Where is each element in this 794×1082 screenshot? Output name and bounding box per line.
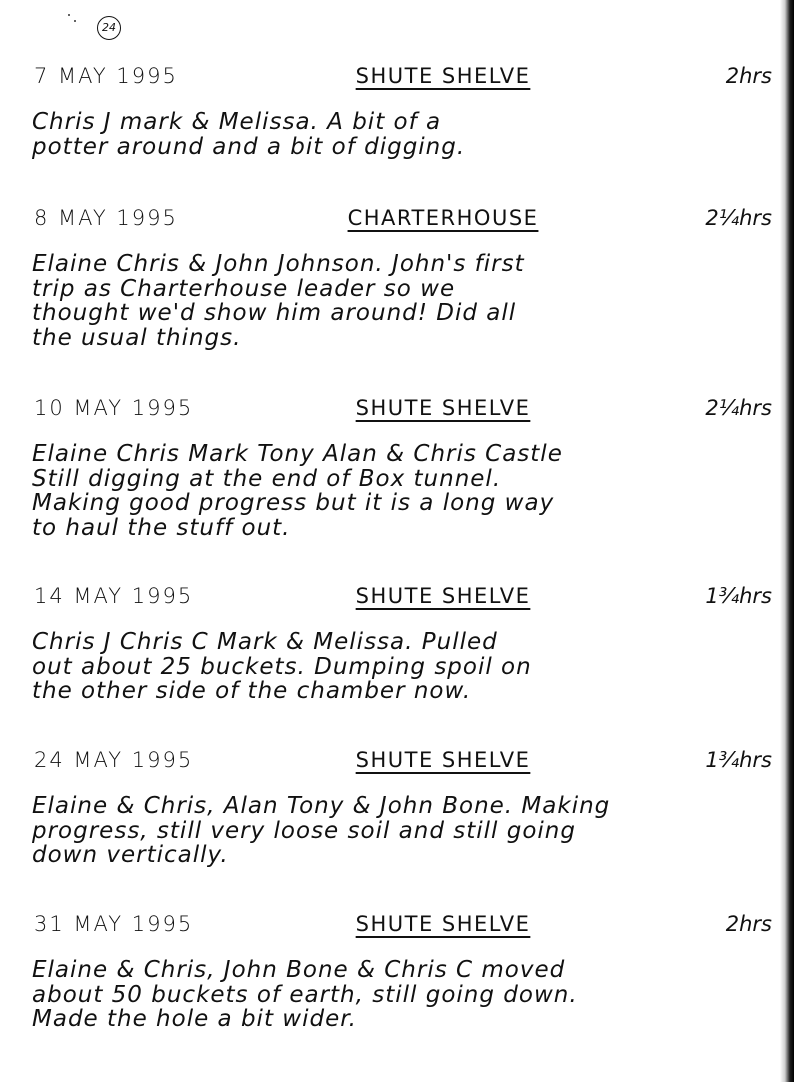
page-number: 24 xyxy=(97,16,121,40)
entry-date: 14 MAY 1995 xyxy=(34,584,194,608)
note-line: Chris J Chris C Mark & Melissa. Pulled xyxy=(32,629,498,655)
note-line: trip as Charterhouse leader so we xyxy=(32,275,456,302)
entry-header xyxy=(28,64,778,98)
entry-date: 10 MAY 1995 xyxy=(34,396,194,420)
note-line: out about 25 buckets. Dumping spoil on xyxy=(32,653,532,680)
scan-edge-shadow xyxy=(780,0,794,1082)
entry-notes xyxy=(28,794,772,868)
entry-location: SHUTE SHELVE xyxy=(355,64,531,88)
scan-speck xyxy=(68,14,70,16)
entry-notes xyxy=(28,958,772,1032)
entry-notes xyxy=(28,252,772,350)
note-line: Making good progress but it is a long way xyxy=(32,490,555,516)
entry-location: SHUTE SHELVE xyxy=(355,584,531,608)
note-line: potter around and a bit of digging. xyxy=(32,133,466,160)
entry-header xyxy=(28,912,778,946)
entry-header xyxy=(28,206,778,240)
entry-notes xyxy=(28,110,772,159)
log-entry xyxy=(28,206,778,350)
entry-header xyxy=(28,748,778,782)
entry-date: 8 MAY 1995 xyxy=(34,206,178,230)
log-entry xyxy=(28,396,778,540)
note-line: Elaine Chris & John Johnson. John's first xyxy=(32,251,525,277)
entry-location: CHARTERHOUSE xyxy=(347,206,539,230)
log-entry xyxy=(28,64,778,159)
note-line: down vertically. xyxy=(32,842,229,868)
note-line: the other side of the chamber now. xyxy=(32,678,472,704)
log-entry xyxy=(28,584,778,704)
entry-location: SHUTE SHELVE xyxy=(355,396,531,420)
entry-header xyxy=(28,584,778,618)
entry-header xyxy=(28,396,778,430)
note-line: Elaine Chris Mark Tony Alan & Chris Castle xyxy=(32,441,563,467)
entry-duration: 1¾hrs xyxy=(705,748,772,772)
entry-location: SHUTE SHELVE xyxy=(355,748,531,772)
note-line: Chris J mark & Melissa. A bit of a xyxy=(32,109,442,135)
entry-date: 31 MAY 1995 xyxy=(34,912,194,936)
note-line: Elaine & Chris, Alan Tony & John Bone. Making xyxy=(32,793,611,819)
entry-duration: 2¼hrs xyxy=(705,206,772,230)
entry-duration: 1¾hrs xyxy=(705,584,772,608)
note-line: Made the hole a bit wider. xyxy=(32,1006,357,1032)
scan-speck xyxy=(74,20,76,22)
entry-date: 7 MAY 1995 xyxy=(34,64,178,88)
entry-duration: 2¼hrs xyxy=(705,396,772,420)
entry-notes xyxy=(28,630,772,704)
log-entry xyxy=(28,748,778,868)
entry-duration: 2hrs xyxy=(725,912,772,936)
note-line: thought we'd show him around! Did all xyxy=(32,300,517,326)
note-line: progress, still very loose soil and still going xyxy=(32,817,576,844)
note-line: Still digging at the end of Box tunnel. xyxy=(32,465,502,492)
log-entry xyxy=(28,912,778,1032)
note-line: the usual things. xyxy=(32,324,242,351)
entry-notes xyxy=(28,442,772,540)
note-line: to haul the stuff out. xyxy=(32,514,291,541)
entry-duration: 2hrs xyxy=(725,64,772,88)
entry-location: SHUTE SHELVE xyxy=(355,912,531,936)
note-line: about 50 buckets of earth, still going down. xyxy=(32,981,578,1008)
entry-date: 24 MAY 1995 xyxy=(34,748,194,772)
note-line: Elaine & Chris, John Bone & Chris C moved xyxy=(32,957,566,983)
